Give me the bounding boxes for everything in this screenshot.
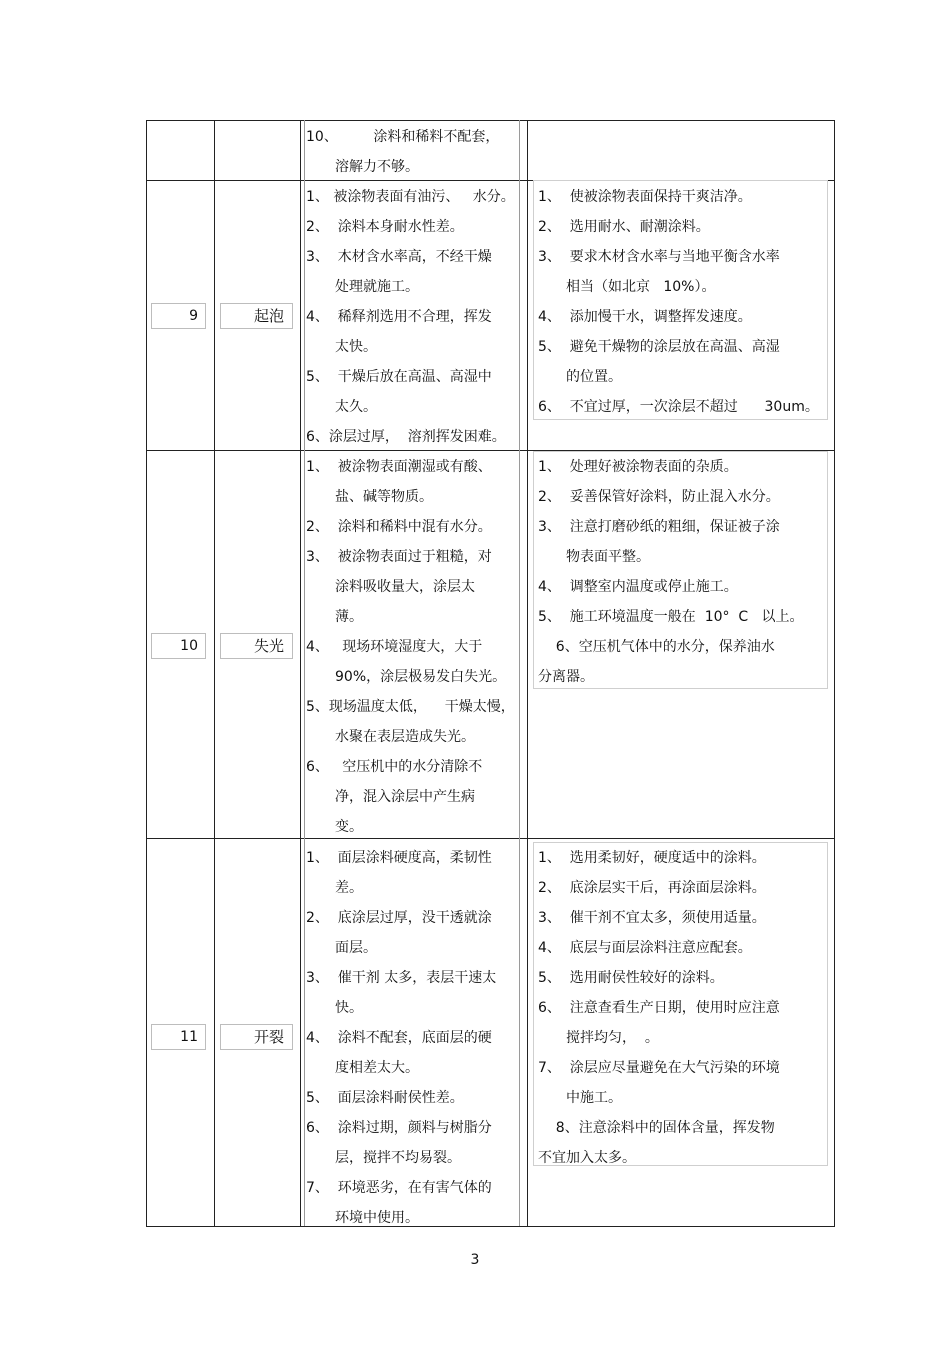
solution-line: 5、 避免干燥物的涂层放在高温、高湿 <box>538 339 780 355</box>
defect-name: 失光 <box>220 633 293 659</box>
row-number: 10 <box>151 633 206 659</box>
solution-line: 6、 注意查看生产日期，使用时应注意 <box>538 1000 780 1016</box>
cause-line: 90%，涂层极易发白失光。 <box>335 669 507 685</box>
cause-line: 净，混入涂层中产生病 <box>335 789 475 805</box>
solution-line: 分离器。 <box>538 669 594 685</box>
cause-line: 6、 涂料过期，颜料与树脂分 <box>306 1120 492 1136</box>
solution-line: 5、 施工环境温度一般在 10° C 以上。 <box>538 609 804 625</box>
cause-line: 太久。 <box>335 399 377 415</box>
solution-line: 8、注意涂料中的固体含量，挥发物 <box>538 1120 775 1136</box>
solution-line: 3、 催干剂不宜太多，须使用适量。 <box>538 910 766 926</box>
solution-line: 1、 使被涂物表面保持干爽洁净。 <box>538 189 752 205</box>
cause-line: 4、 稀释剂选用不合理，挥发 <box>306 309 492 325</box>
solution-line: 2、 选用耐水、耐潮涂料。 <box>538 219 710 235</box>
defect-name: 起泡 <box>220 303 293 329</box>
cause-line: 盐、碱等物质。 <box>335 489 433 505</box>
table-border-bottom <box>146 1226 835 1227</box>
cause-margin-line <box>304 120 305 1226</box>
table-border-top <box>146 120 835 121</box>
column-divider <box>527 120 528 1227</box>
defect-name: 开裂 <box>220 1024 293 1050</box>
cause-line: 溶解力不够。 <box>335 159 419 175</box>
cause-line: 2、 涂料和稀料中混有水分。 <box>306 519 492 535</box>
table-border-right <box>834 120 835 1227</box>
row-divider <box>146 838 835 839</box>
cause-line: 变。 <box>335 819 363 835</box>
solution-line: 6、 不宜过厚，一次涂层不超过 30um。 <box>538 399 819 415</box>
column-divider <box>300 120 301 1227</box>
solution-line: 4、 添加慢干水，调整挥发速度。 <box>538 309 752 325</box>
solution-line: 的位置。 <box>566 369 622 385</box>
cause-line: 5、现场温度太低， 干燥太慢， <box>306 699 515 715</box>
cause-line: 2、 涂料本身耐水性差。 <box>306 219 464 235</box>
cause-line: 5、 面层涂料耐侯性差。 <box>306 1090 464 1106</box>
cause-line: 差。 <box>335 880 363 896</box>
solution-line: 4、 调整室内温度或停止施工。 <box>538 579 738 595</box>
cause-line: 3、 催干剂 太多，表层干速太 <box>306 970 497 986</box>
cause-line: 3、 被涂物表面过于粗糙，对 <box>306 549 492 565</box>
cause-line: 度相差太大。 <box>335 1060 419 1076</box>
solution-line: 1、 选用柔韧好，硬度适中的涂料。 <box>538 850 766 866</box>
solution-line: 2、 底涂层实干后，再涂面层涂料。 <box>538 880 766 896</box>
solution-line: 3、 要求木材含水率与当地平衡含水率 <box>538 249 780 265</box>
table-border-left <box>146 120 147 1227</box>
solution-line: 4、 底层与面层涂料注意应配套。 <box>538 940 752 956</box>
solution-line: 2、 妥善保管好涂料，防止混入水分。 <box>538 489 780 505</box>
cause-line: 3、 木材含水率高，不经干燥 <box>306 249 492 265</box>
cause-line: 6、涂层过厚， 溶剂挥发困难。 <box>306 429 506 445</box>
cause-line: 面层。 <box>335 940 377 956</box>
solution-line: 相当（如北京 10%）。 <box>566 279 716 295</box>
cause-line: 7、 环境恶劣，在有害气体的 <box>306 1180 492 1196</box>
column-divider <box>214 120 215 1227</box>
cause-line: 1、 被涂物表面潮湿或有酸、 <box>306 459 492 475</box>
solution-line: 物表面平整。 <box>566 549 650 565</box>
cause-line: 水聚在表层造成失光。 <box>335 729 475 745</box>
solution-line: 5、 选用耐侯性较好的涂料。 <box>538 970 724 986</box>
solution-line: 3、 注意打磨砂纸的粗细，保证被子涂 <box>538 519 780 535</box>
cause-line: 4、 涂料不配套，底面层的硬 <box>306 1030 492 1046</box>
cause-line: 10、 涂料和稀料不配套， <box>306 129 500 145</box>
cause-line: 5、 干燥后放在高温、高湿中 <box>306 369 492 385</box>
cause-line: 快。 <box>335 1000 363 1016</box>
cause-line: 4、 现场环境湿度大，大于 <box>306 639 483 655</box>
cause-line: 1、 面层涂料硬度高，柔韧性 <box>306 850 492 866</box>
solution-line: 搅拌均匀， 。 <box>566 1030 659 1046</box>
cause-line: 涂料吸收量大，涂层太 <box>335 579 475 595</box>
cause-line: 薄。 <box>335 609 363 625</box>
solution-line: 1、 处理好被涂物表面的杂质。 <box>538 459 738 475</box>
page-number: 3 <box>470 1252 480 1268</box>
cause-line: 环境中使用。 <box>335 1210 419 1226</box>
cause-line: 1、 被涂物表面有油污、 水分。 <box>306 189 515 205</box>
cause-line: 处理就施工。 <box>335 279 419 295</box>
cause-line: 层，搅拌不均易裂。 <box>335 1150 461 1166</box>
cause-margin-line <box>519 120 520 1226</box>
row-number: 11 <box>151 1024 206 1050</box>
solution-line: 中施工。 <box>566 1090 622 1106</box>
row-number: 9 <box>151 303 206 329</box>
cause-line: 太快。 <box>335 339 377 355</box>
solution-line: 不宜加入太多。 <box>538 1150 636 1166</box>
cause-line: 6、 空压机中的水分清除不 <box>306 759 483 775</box>
cause-line: 2、 底涂层过厚，没干透就涂 <box>306 910 492 926</box>
solution-line: 6、空压机气体中的水分，保养油水 <box>538 639 775 655</box>
solution-line: 7、 涂层应尽量避免在大气污染的环境 <box>538 1060 780 1076</box>
